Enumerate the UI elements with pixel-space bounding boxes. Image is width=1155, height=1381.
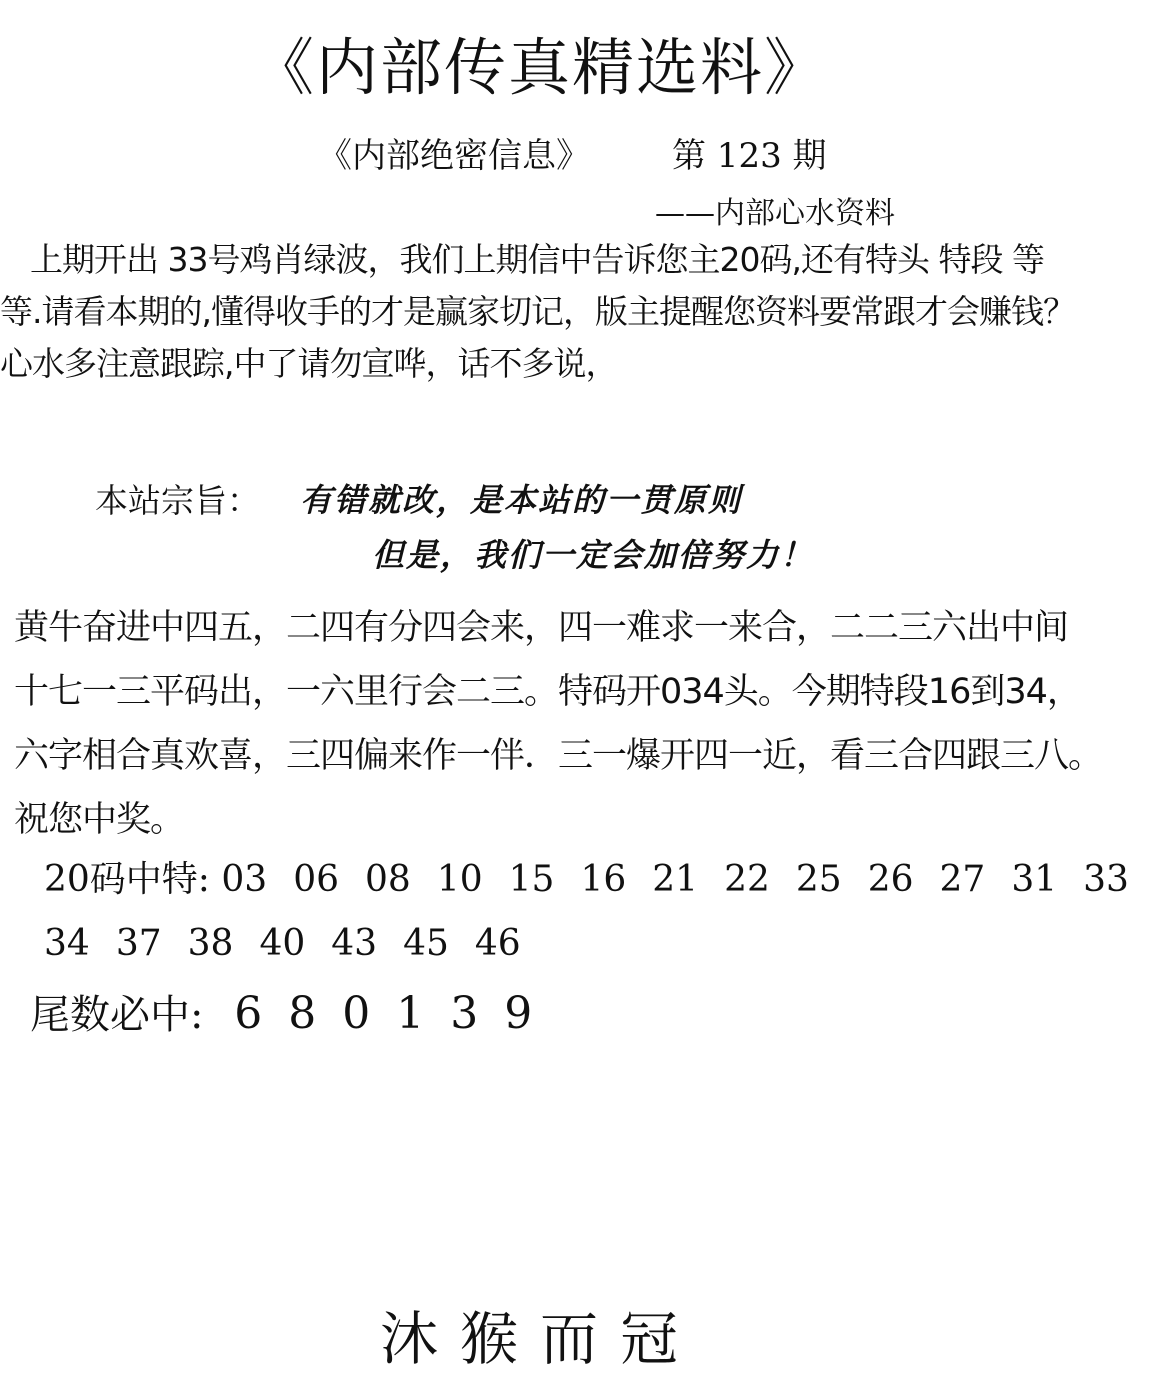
- poem-line: 祝您中奖。: [14, 800, 185, 840]
- code-number: 26: [867, 859, 914, 900]
- code-number: 15: [508, 859, 555, 900]
- code-number: 37: [115, 923, 162, 964]
- tail-digit: 6: [234, 988, 263, 1039]
- code-number: 46: [474, 923, 521, 964]
- poem-line: 十七一三平码出，一六里行会二三。特码开034头。今期特段16到34，: [14, 672, 1081, 712]
- code-number: 38: [187, 923, 234, 964]
- tail-digit: 9: [504, 988, 533, 1039]
- codes-label: 20码中特:: [44, 859, 210, 900]
- subtitle: 《内部绝密信息》: [318, 136, 590, 176]
- poem-line: 六字相合真欢喜，三四偏来作一伴．三一爆开四一近，看三合四跟三八。: [14, 736, 1103, 776]
- code-number: 25: [795, 859, 842, 900]
- motto-line-1: 有错就改，是本站的一贯原则: [300, 481, 743, 519]
- intro-paragraph: 上期开出 33号鸡肖绿波，我们上期信中告诉您主20码,还有特头 特段 等等.请看本期的,懂得收手的才是赢家切记，版主提醒您资料要常跟才会赚钱？心水多注意跟踪,中了请勿宣哗，话不多说，: [0, 240, 1075, 383]
- source-line: ——内部心水资料: [655, 196, 895, 231]
- tail-digits: [216, 988, 540, 1039]
- code-number: 34: [44, 923, 90, 964]
- tail-label: 尾数必中:: [30, 992, 204, 1038]
- tail-digit: 0: [342, 988, 371, 1039]
- code-number: 06: [293, 859, 340, 900]
- code-number: 31: [1011, 859, 1058, 900]
- motto-line-2: 但是，我们一定会加倍努力！: [372, 536, 815, 574]
- page-title: 《内部传真精选料》: [251, 31, 828, 104]
- code-number: 40: [259, 923, 306, 964]
- poem-block: [14, 596, 1103, 852]
- footer-phrase: 沐猴而冠: [379, 1305, 700, 1373]
- tail-digit: 8: [288, 988, 317, 1039]
- codes-block: [44, 848, 1129, 976]
- code-number: 08: [365, 859, 411, 900]
- codes-line-1: [44, 848, 1129, 912]
- codes-row-1: [221, 859, 1155, 900]
- codes-line-2: [44, 912, 1074, 976]
- code-number: 10: [436, 859, 483, 900]
- code-number: 27: [939, 859, 986, 900]
- poem-line: 黄牛奋进中四五，二四有分四会来，四一难求一来合，二二三六出中间: [14, 608, 1069, 648]
- codes-row-2: [44, 923, 547, 964]
- code-number: 43: [331, 923, 378, 964]
- code-number: 45: [403, 923, 449, 964]
- code-number: 03: [221, 859, 268, 900]
- code-number: 16: [580, 859, 627, 900]
- code-number: 22: [724, 859, 770, 900]
- issue-number: 第 123 期: [672, 136, 827, 176]
- tail-digit: 1: [396, 988, 425, 1039]
- tail-digit: 3: [450, 988, 479, 1039]
- motto-label: 本站宗旨：: [95, 481, 260, 520]
- code-number: 33: [1083, 859, 1129, 900]
- code-number: 21: [652, 859, 699, 900]
- tail-block: [30, 983, 540, 1040]
